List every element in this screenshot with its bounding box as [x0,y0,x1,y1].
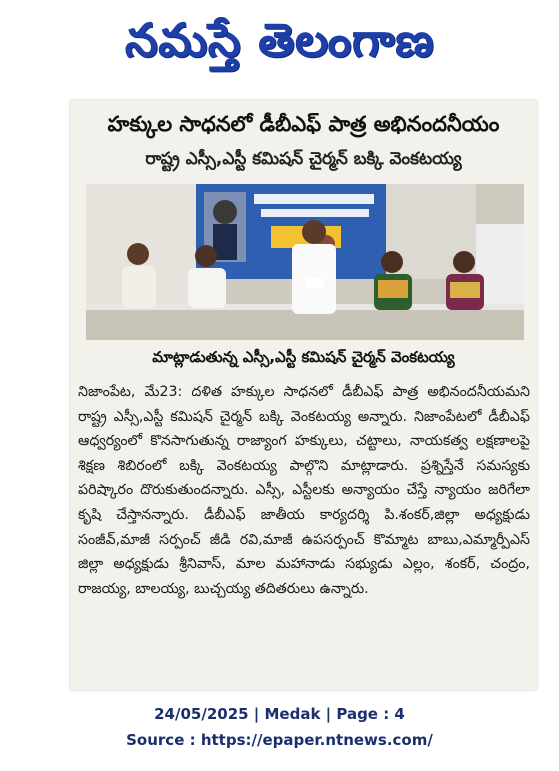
photo-caption: మాట్లాడుతున్న ఎస్సీ,ఎస్టీ కమిషన్ చైర్మన్ వెంకటయ్య [152,348,455,366]
article-body: నిజాంపేట, మే23: దళిత హక్కుల సాధనలో డీబీఎఫ్ పాత్ర అభినందనీయమని రాష్ట్ర ఎస్సీ,ఎస్టీ కమిషన్ చైర్మన్ బక్కి వెంకటయ్య అన్నారు. నిజాంపేటలో డీబీఎఫ్ ఆధ్వర్యంలో కొనసాగుతున్న రాజ్యాంగ హక్కులు, చట్టాలు, నాయకత్వ లక్షణాలపై శిక్షణ శిబిరంలో బక్కి వెంకటయ్య పాల్గొని మాట్లాడారు. ప్రశ్నిస్తేనే సమస్యకు పరిష్కారం దొరుకుతుందన్నారు. ఎస్సీ, ఎస్టీలకు అన్యాయం చేస్తే న్యాయం జరిగేలా కృషి చేస్తానన్నారు. డీబీఎఫ్ జాతీయ కార్యదర్శి పి.శంకర్,జిల్లా అధ్యక్షుడు సంజీవ్,మాజీ సర్పంచ్ జీడి రవి,మాజీ ఉపసర్పంచ్ కొమ్మాట బాబు,ఎమ్మార్పీఎస్ జిల్లా అధ్యక్షుడు శ్రీనివాస్, మాల మహానాడు సభ్యుడు ఎల్లం, శంకర్, చంద్రం, రాజయ్య, బాలయ్య, బుచ్చయ్య తదితరులు ఉన్నారు. [78,384,530,597]
news-clipping [70,100,537,690]
source-link[interactable]: Source : https://epaper.ntnews.com/ [126,731,433,749]
masthead-title: నమస్తే తెలంగాణ [125,13,435,67]
newspaper-masthead [60,2,500,78]
edition-info: 24/05/2025 | Medak | Page : 4 [154,705,405,723]
article-headline: హక్కుల సాధనలో డీబీఎఫ్ పాత్ర అభినందనీయం [107,112,500,136]
meeting-photo-illustration [86,184,524,340]
article-subheadline: రాష్ట్ర ఎస్సీ,ఎస్టీ కమిషన్ చైర్మన్ బక్కి వెంకటయ్య [145,149,462,169]
article-photo [86,184,524,340]
